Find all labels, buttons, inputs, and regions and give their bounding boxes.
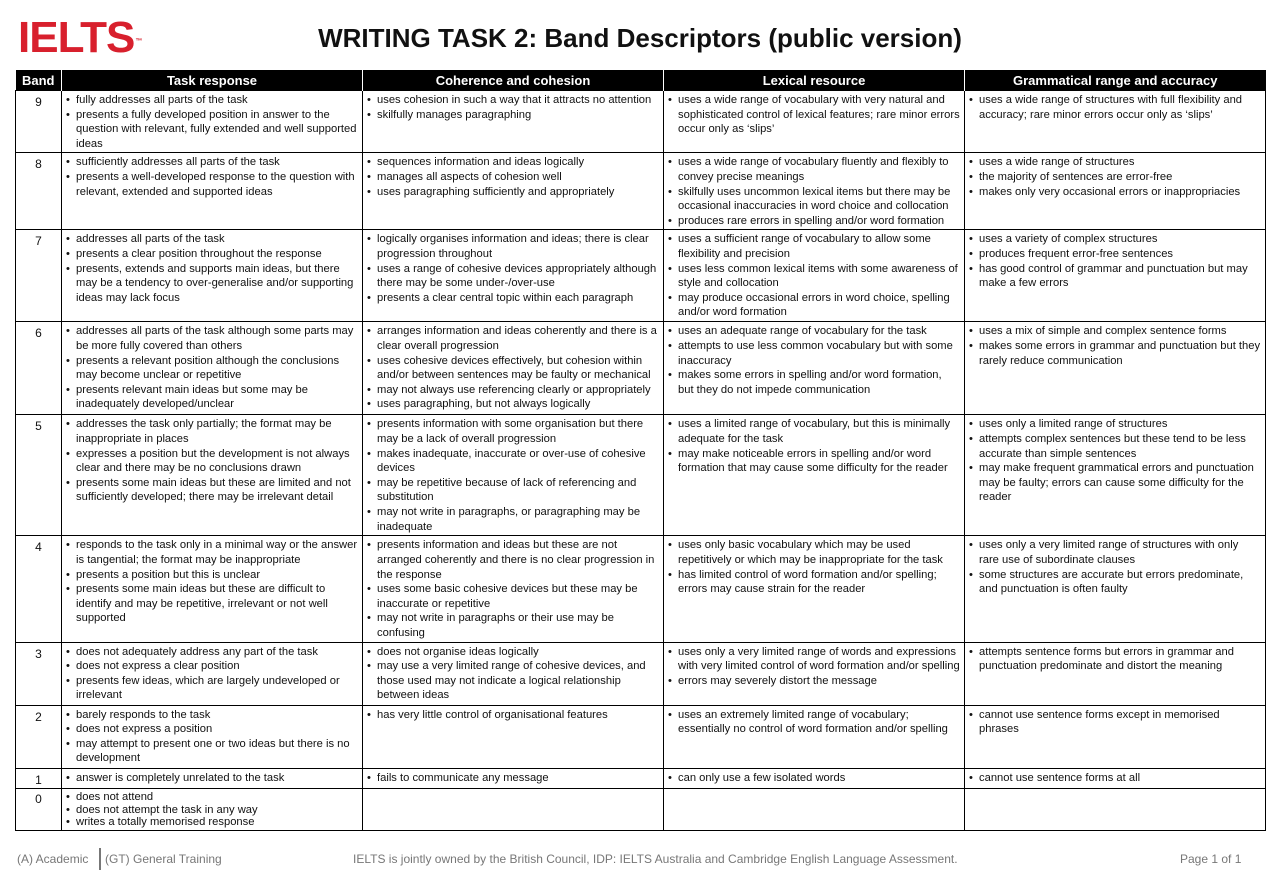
band-row-7 <box>16 230 1266 322</box>
band-number: 1 <box>16 768 62 789</box>
descriptor-item: • uses some basic cohesive devices but these may be inaccurate or repetitive <box>377 582 659 611</box>
grammar-cell <box>965 536 1266 642</box>
descriptor-item: • uses a range of cohesive devices appropriately although there may be some under-/over-use <box>377 262 659 291</box>
descriptor-item: • errors may severely distort the message <box>678 674 960 689</box>
grammar-cell <box>965 153 1266 230</box>
descriptor-item: • does not adequately address any part of the task <box>76 645 358 660</box>
descriptor-item: • uses cohesion in such a way that it attracts no attention <box>377 93 659 108</box>
band-number: 4 <box>16 536 62 642</box>
coherence-cell <box>363 322 664 415</box>
descriptor-item: • makes some errors in grammar and punctuation but they rarely reduce communication <box>979 339 1261 368</box>
band-number: 8 <box>16 153 62 230</box>
descriptor-item: • has good control of grammar and punctuation but may make a few errors <box>979 262 1261 291</box>
descriptor-item: • can only use a few isolated words <box>678 771 960 786</box>
trademark-symbol: ™ <box>135 38 142 45</box>
descriptor-item: • does not attempt the task in any way <box>76 804 358 816</box>
task-response-list <box>66 771 358 786</box>
task-response-cell <box>62 642 363 705</box>
grammar-cell <box>965 705 1266 768</box>
descriptor-item: • uses less common lexical items with some awareness of style and collocation <box>678 262 960 291</box>
descriptor-item: • uses an extremely limited range of vocabulary; essentially no control of word formation and/or spelling <box>678 708 960 737</box>
task-response-cell <box>62 768 363 789</box>
lexical-cell <box>664 768 965 789</box>
coherence-cell <box>363 230 664 322</box>
descriptor-item: • presents a well-developed response to the question with relevant, extended and supported ideas <box>76 170 358 199</box>
descriptor-item: • attempts to use less common vocabulary but with some inaccuracy <box>678 339 960 368</box>
grammar-list <box>969 417 1261 505</box>
lexical-list <box>668 93 960 137</box>
descriptor-item: • uses a mix of simple and complex sentence forms <box>979 324 1261 339</box>
descriptor-item: • produces rare errors in spelling and/or word formation <box>678 214 960 229</box>
coherence-cell <box>363 768 664 789</box>
descriptor-item: • uses a wide range of vocabulary fluently and flexibly to convey precise meanings <box>678 155 960 184</box>
descriptor-item: • attempts sentence forms but errors in grammar and punctuation predominate and distort the meaning <box>979 645 1261 674</box>
descriptor-item: • makes some errors in spelling and/or word formation, but they do not impede communication <box>678 368 960 397</box>
lexical-cell <box>664 91 965 153</box>
grammar-cell <box>965 230 1266 322</box>
footer-divider <box>99 848 101 870</box>
task-response-list <box>66 708 358 766</box>
lexical-cell <box>664 230 965 322</box>
grammar-list <box>969 708 1261 737</box>
descriptor-item: • logically organises information and ideas; there is clear progression throughout <box>377 232 659 261</box>
descriptor-item: • sufficiently addresses all parts of the task <box>76 155 358 170</box>
descriptor-item: • arranges information and ideas coherently and there is a clear overall progression <box>377 324 659 353</box>
descriptor-item: • uses a limited range of vocabulary, but this is minimally adequate for the task <box>678 417 960 446</box>
descriptor-item: • uses paragraphing, but not always logically <box>377 397 659 412</box>
descriptor-item: • presents relevant main ideas but some may be inadequately developed/unclear <box>76 383 358 412</box>
band-number: 3 <box>16 642 62 705</box>
task-response-list <box>66 324 358 412</box>
descriptor-item: • presents, extends and supports main ideas, but there may be a tendency to over-generalise and/or supporting ideas may lack focus <box>76 262 358 306</box>
descriptor-item: • makes only very occasional errors or inappropriacies <box>979 185 1261 200</box>
band-row-3 <box>16 642 1266 705</box>
descriptor-item: • does not express a clear position <box>76 659 358 674</box>
lexical-list <box>668 232 960 320</box>
descriptor-item: • presents a fully developed position in answer to the question with relevant, fully extended and well supported ideas <box>76 108 358 152</box>
lexical-list <box>668 538 960 596</box>
descriptor-item: • uses only a very limited range of structures with only rare use of subordinate clauses <box>979 538 1261 567</box>
grammar-cell <box>965 322 1266 415</box>
descriptor-item: • does not attend <box>76 791 358 803</box>
coherence-cell <box>363 153 664 230</box>
descriptor-item: • presents a clear central topic within each paragraph <box>377 291 659 306</box>
descriptor-item: • presents a position but this is unclear <box>76 568 358 583</box>
task-response-list <box>66 538 358 626</box>
band-row-6 <box>16 322 1266 415</box>
descriptor-item: • presents a relevant position although the conclusions may become unclear or repetitive <box>76 354 358 383</box>
descriptor-item: • uses only a limited range of structures <box>979 417 1261 432</box>
task-response-cell <box>62 789 363 831</box>
task-response-cell <box>62 322 363 415</box>
coherence-list <box>367 232 659 305</box>
column-header-lexical: Lexical resource <box>664 70 965 91</box>
descriptor-item: • attempts complex sentences but these tend to be less accurate than simple sentences <box>979 432 1261 461</box>
task-response-cell <box>62 415 363 536</box>
descriptor-item: • uses cohesive devices effectively, but cohesion within and/or between sentences may be faulty or mechanical <box>377 354 659 383</box>
descriptor-item: • presents information with some organisation but there may be a lack of overall progression <box>377 417 659 446</box>
grammar-list <box>969 232 1261 290</box>
descriptor-item: • skilfully manages paragraphing <box>377 108 659 123</box>
descriptor-item: • uses a variety of complex structures <box>979 232 1261 247</box>
descriptor-item: • uses an adequate range of vocabulary for the task <box>678 324 960 339</box>
lexical-cell <box>664 705 965 768</box>
descriptor-item: • manages all aspects of cohesion well <box>377 170 659 185</box>
column-header-coherence: Coherence and cohesion <box>363 70 664 91</box>
descriptor-item: • may use a very limited range of cohesive devices, and those used may not indicate a logical relationship between ideas <box>377 659 659 703</box>
band-row-4 <box>16 536 1266 642</box>
descriptor-item: • uses a wide range of vocabulary with very natural and sophisticated control of lexical features; rare minor errors occur only as ‘slips’ <box>678 93 960 137</box>
task-response-list <box>66 791 358 828</box>
band-row-2 <box>16 705 1266 768</box>
task-response-list <box>66 93 358 151</box>
lexical-list <box>668 645 960 689</box>
task-response-cell <box>62 230 363 322</box>
lexical-cell <box>664 322 965 415</box>
descriptor-item: • writes a totally memorised response <box>76 816 358 828</box>
descriptor-item: • does not organise ideas logically <box>377 645 659 660</box>
descriptor-item: • sequences information and ideas logically <box>377 155 659 170</box>
grammar-cell <box>965 91 1266 153</box>
task-response-list <box>66 155 358 199</box>
descriptor-item: • expresses a position but the development is not always clear and there may be no conclusions drawn <box>76 447 358 476</box>
grammar-cell <box>965 415 1266 536</box>
lexical-cell <box>664 536 965 642</box>
coherence-cell <box>363 642 664 705</box>
lexical-list <box>668 155 960 228</box>
footer-page-number: Page 1 of 1 <box>1180 852 1242 866</box>
descriptor-item: • may not write in paragraphs, or paragraphing may be inadequate <box>377 505 659 534</box>
coherence-cell <box>363 705 664 768</box>
grammar-cell <box>965 768 1266 789</box>
descriptor-item: • addresses all parts of the task although some parts may be more fully covered than others <box>76 324 358 353</box>
coherence-list <box>367 417 659 534</box>
band-number: 7 <box>16 230 62 322</box>
ielts-logo: IELTS™ <box>18 13 142 62</box>
band-number: 5 <box>16 415 62 536</box>
grammar-list <box>969 771 1261 786</box>
band-row-8 <box>16 153 1266 230</box>
descriptor-item: • may attempt to present one or two ideas but there is no development <box>76 737 358 766</box>
column-header-grammar: Grammatical range and accuracy <box>965 70 1266 91</box>
coherence-cell <box>363 415 664 536</box>
descriptor-item: • presents some main ideas but these are limited and not sufficiently developed; there may be irrelevant detail <box>76 476 358 505</box>
descriptor-item: • makes inadequate, inaccurate or over-use of cohesive devices <box>377 447 659 476</box>
coherence-list <box>367 155 659 199</box>
grammar-cell <box>965 789 1266 831</box>
page-title: WRITING TASK 2: Band Descriptors (public version) <box>318 23 962 53</box>
task-response-cell <box>62 536 363 642</box>
lexical-cell <box>664 789 965 831</box>
band-row-5 <box>16 415 1266 536</box>
descriptor-item: • some structures are accurate but errors predominate, and punctuation is often faulty <box>979 568 1261 597</box>
descriptor-item: • addresses the task only partially; the format may be inappropriate in places <box>76 417 358 446</box>
task-response-list <box>66 645 358 703</box>
descriptor-item: • addresses all parts of the task <box>76 232 358 247</box>
coherence-list <box>367 708 659 723</box>
descriptor-item: • presents information and ideas but these are not arranged coherently and there is no clear progression in the response <box>377 538 659 582</box>
lexical-list <box>668 324 960 397</box>
footer-ownership-note: IELTS is jointly owned by the British Council, IDP: IELTS Australia and Cambridge English Language Assessment. <box>353 852 958 866</box>
coherence-cell <box>363 789 664 831</box>
task-response-cell <box>62 91 363 153</box>
descriptor-item: • cannot use sentence forms at all <box>979 771 1261 786</box>
task-response-list <box>66 232 358 305</box>
descriptor-item: • uses a sufficient range of vocabulary to allow some flexibility and precision <box>678 232 960 261</box>
descriptor-item: • may produce occasional errors in word choice, spelling and/or word formation <box>678 291 960 320</box>
descriptor-item: • may be repetitive because of lack of referencing and substitution <box>377 476 659 505</box>
descriptor-item: • produces frequent error-free sentences <box>979 247 1261 262</box>
coherence-cell <box>363 536 664 642</box>
band-number: 0 <box>16 789 62 831</box>
band-row-9 <box>16 91 1266 153</box>
descriptor-item: • presents a clear position throughout the response <box>76 247 358 262</box>
coherence-list <box>367 93 659 122</box>
band-number: 9 <box>16 91 62 153</box>
grammar-list <box>969 645 1261 674</box>
footer-academic: (A) Academic <box>17 852 89 866</box>
coherence-list <box>367 324 659 412</box>
task-response-cell <box>62 153 363 230</box>
descriptor-item: • answer is completely unrelated to the task <box>76 771 358 786</box>
descriptor-item: • does not express a position <box>76 722 358 737</box>
lexical-cell <box>664 642 965 705</box>
band-number: 2 <box>16 705 62 768</box>
column-header-task-response: Task response <box>62 70 363 91</box>
descriptor-item: • fails to communicate any message <box>377 771 659 786</box>
grammar-list <box>969 155 1261 199</box>
descriptor-item: • fully addresses all parts of the task <box>76 93 358 108</box>
task-response-list <box>66 417 358 505</box>
descriptor-item: • presents some main ideas but these are difficult to identify and may be repetitive, irrelevant or not well supported <box>76 582 358 626</box>
descriptor-item: • may make frequent grammatical errors and punctuation may be faulty; errors can cause some difficulty for the reader <box>979 461 1261 505</box>
lexical-list <box>668 417 960 475</box>
grammar-list <box>969 538 1261 596</box>
grammar-list <box>969 93 1261 122</box>
descriptor-item: • the majority of sentences are error-free <box>979 170 1261 185</box>
descriptor-item: • may make noticeable errors in spelling and/or word formation that may cause some difficulty for the reader <box>678 447 960 476</box>
band-descriptors-table <box>15 70 1266 831</box>
column-header-band: Band <box>16 70 62 91</box>
lexical-list <box>668 771 960 786</box>
descriptor-item: • may not write in paragraphs or their use may be confusing <box>377 611 659 640</box>
descriptor-item: • uses a wide range of structures with full flexibility and accuracy; rare minor errors occur only as ‘slips’ <box>979 93 1261 122</box>
descriptor-item: • may not always use referencing clearly or appropriately <box>377 383 659 398</box>
lexical-cell <box>664 153 965 230</box>
coherence-cell <box>363 91 664 153</box>
descriptor-item: • cannot use sentence forms except in memorised phrases <box>979 708 1261 737</box>
band-row-1 <box>16 768 1266 789</box>
descriptor-item: • has limited control of word formation and/or spelling; errors may cause strain for the reader <box>678 568 960 597</box>
coherence-list <box>367 771 659 786</box>
coherence-list <box>367 538 659 640</box>
descriptor-item: • presents few ideas, which are largely undeveloped or irrelevant <box>76 674 358 703</box>
lexical-list <box>668 708 960 737</box>
descriptor-item: • has very little control of organisational features <box>377 708 659 723</box>
descriptor-item: • skilfully uses uncommon lexical items but there may be occasional inaccuracies in word choice and collocation <box>678 185 960 214</box>
lexical-cell <box>664 415 965 536</box>
band-row-0 <box>16 789 1266 831</box>
descriptor-item: • barely responds to the task <box>76 708 358 723</box>
task-response-cell <box>62 705 363 768</box>
descriptor-item: • uses a wide range of structures <box>979 155 1261 170</box>
coherence-list <box>367 645 659 703</box>
descriptor-item: • uses only basic vocabulary which may be used repetitively or which may be inappropriate for the task <box>678 538 960 567</box>
table-header-row <box>16 70 1266 91</box>
grammar-cell <box>965 642 1266 705</box>
table-body <box>16 91 1266 831</box>
descriptor-item: • uses paragraphing sufficiently and appropriately <box>377 185 659 200</box>
band-number: 6 <box>16 322 62 415</box>
descriptor-item: • responds to the task only in a minimal way or the answer is tangential; the format may be inappropriate <box>76 538 358 567</box>
footer-general-training: (GT) General Training <box>105 852 222 866</box>
descriptor-item: • uses only a very limited range of words and expressions with very limited control of word formation and/or spelling <box>678 645 960 674</box>
grammar-list <box>969 324 1261 368</box>
